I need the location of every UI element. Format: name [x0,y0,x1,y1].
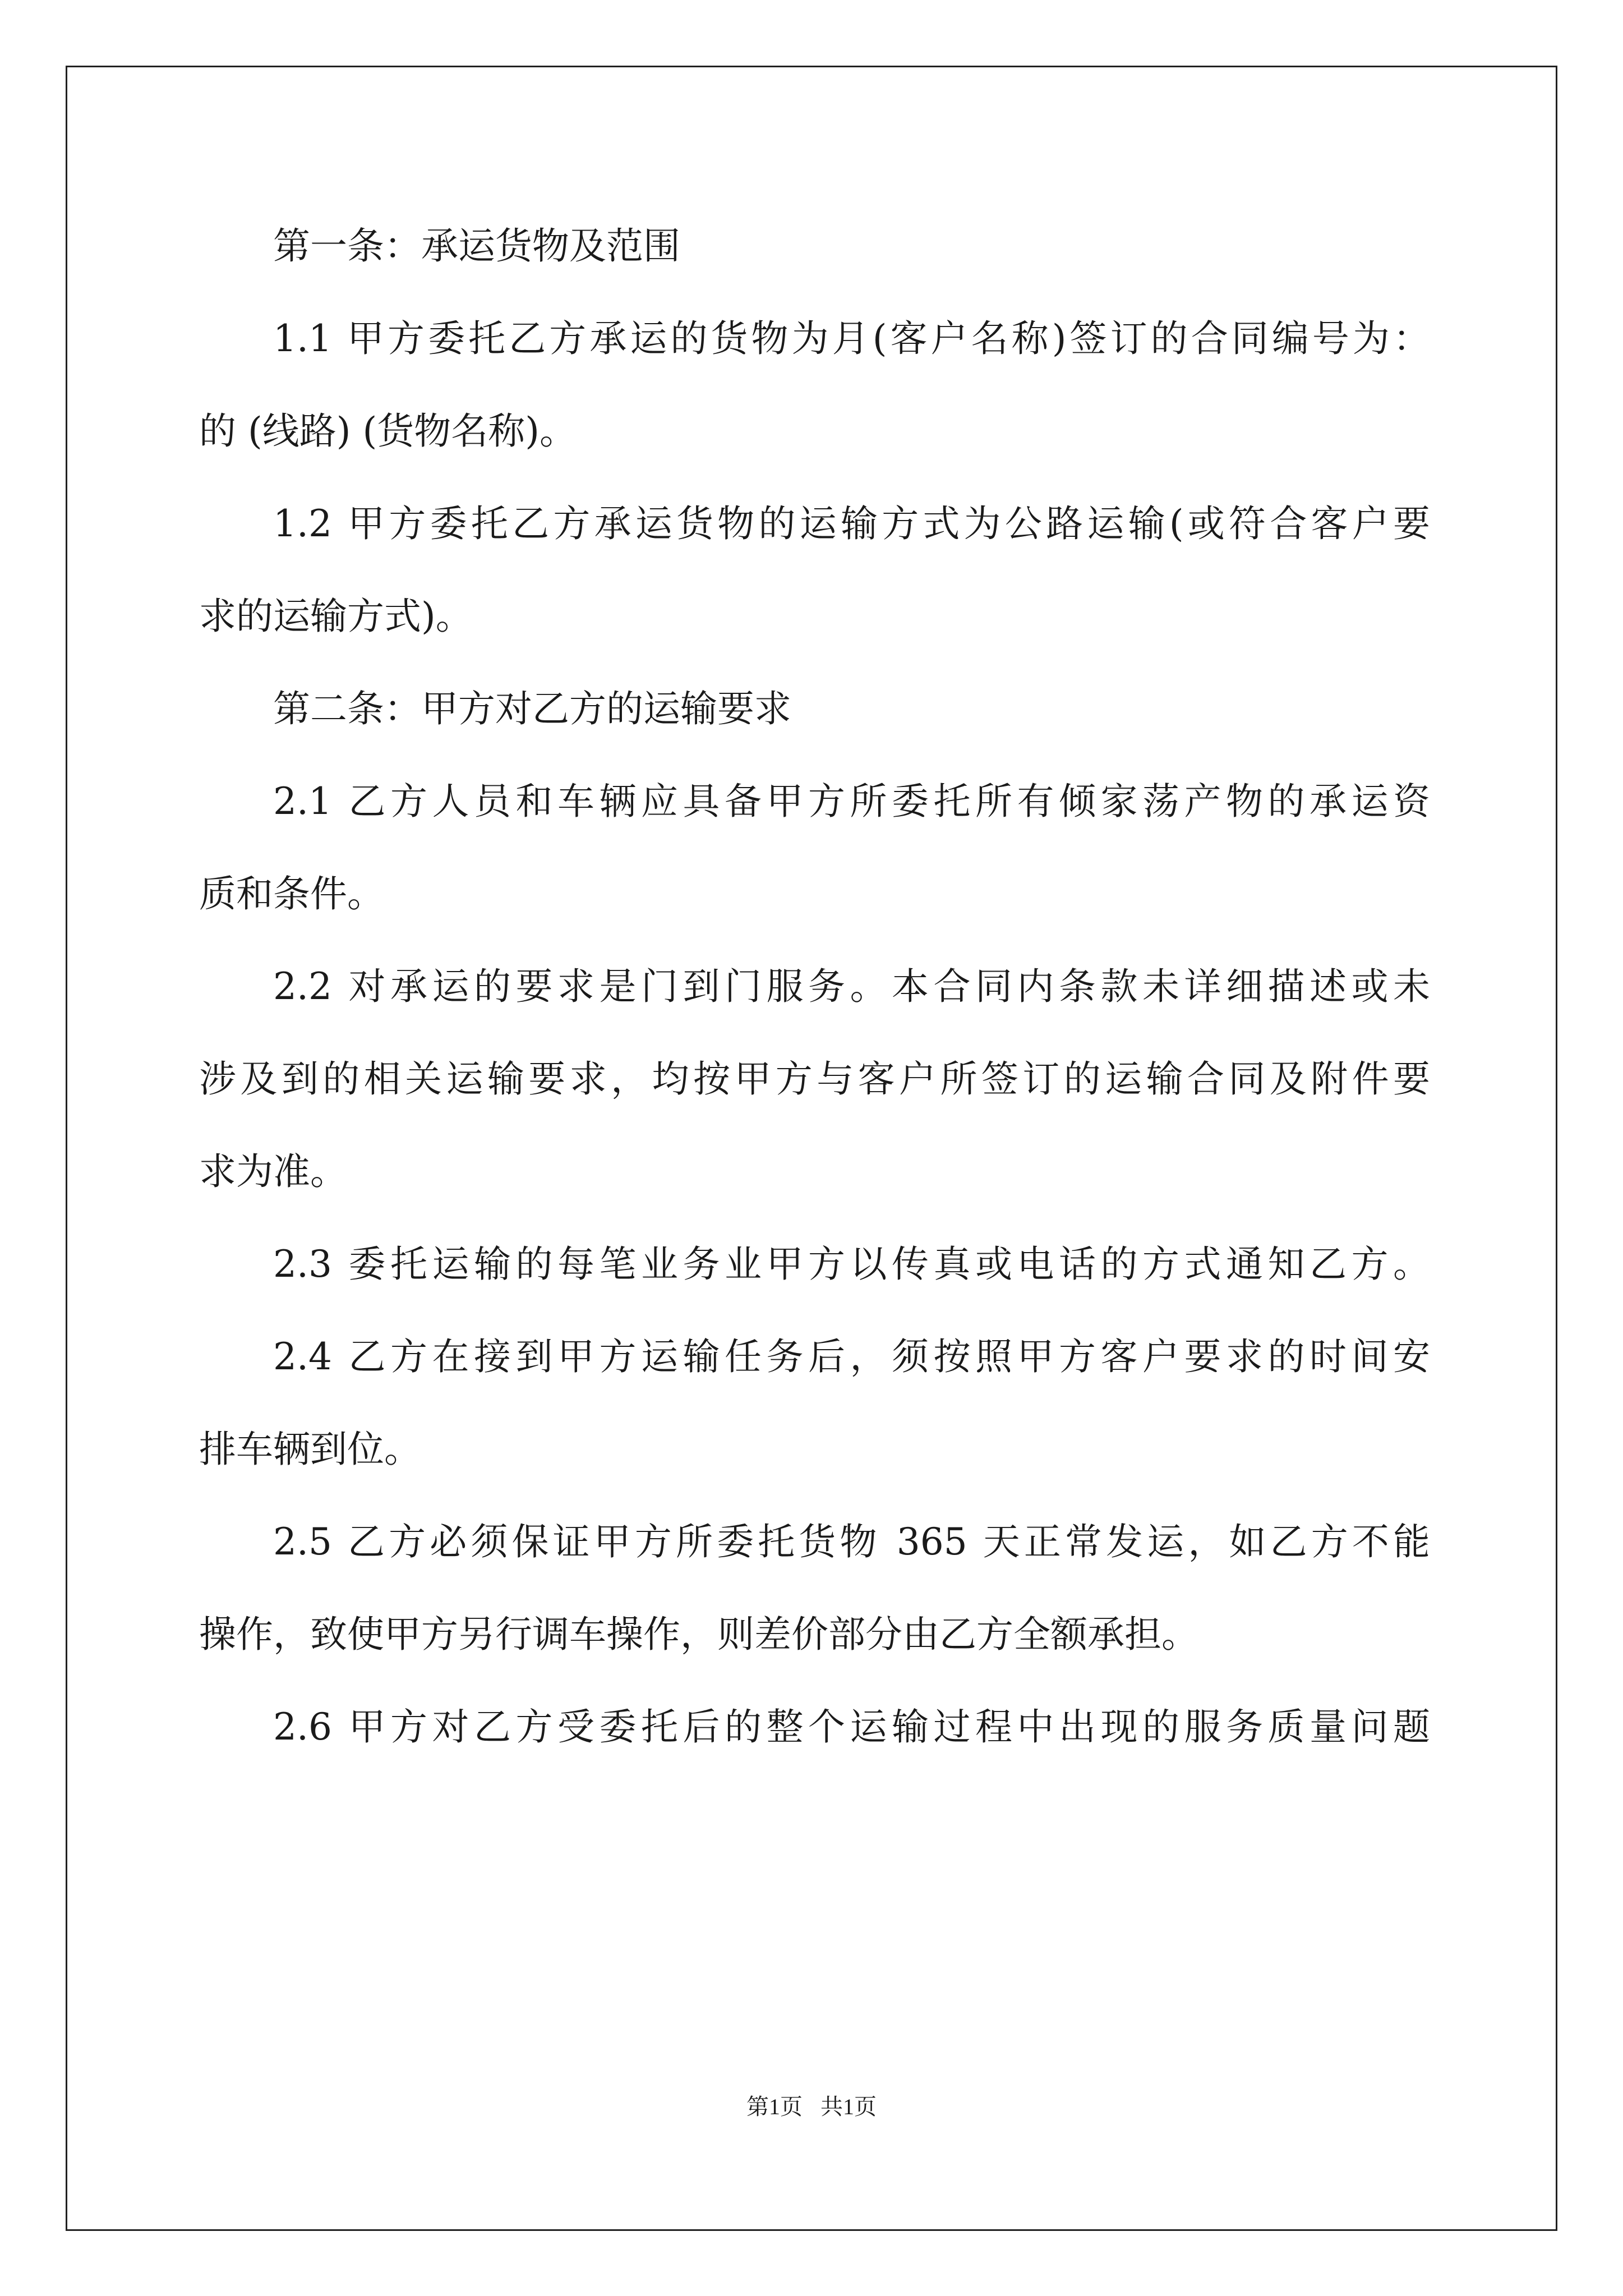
clause-2-1-line-1: 2.1 乙方人员和车辆应具备甲方所委托所有倾家荡产物的承运资 [273,780,1430,823]
clause-2-5-line-1: 2.5 乙方必须保证甲方所委托货物 365 天正常发运，如乙方不能 [273,1520,1430,1563]
clause-2-4-line-1: 2.4 乙方在接到甲方运输任务后，须按照甲方客户要求的时间安 [273,1335,1430,1378]
clause-2-2-line-1: 2.2 对承运的要求是门到门服务。本合同内条款未详细描述或未 [273,965,1430,1008]
clause-2-1-line-2: 质和条件。 [199,872,384,915]
page-footer [0,2089,1623,2121]
page-number: 第1页 [746,2094,803,2119]
clause-1-1-line-2: 的 (线路) (货物名称)。 [199,409,577,453]
clause-2-3-line-1: 2.3 委托运输的每笔业务业甲方以传真或电话的方式通知乙方。 [273,1243,1430,1286]
clause-2-4-line-2: 排车辆到位。 [199,1428,421,1471]
clause-2-2-line-2: 涉及到的相关运输要求，均按甲方与客户所签订的运输合同及附件要 [199,1057,1430,1101]
clause-1-2-line-2: 求的运输方式)。 [199,595,473,638]
article-2-heading: 第二条：甲方对乙方的运输要求 [273,687,791,730]
clause-2-6-line-1: 2.6 甲方对乙方受委托后的整个运输过程中出现的服务质量问题 [273,1705,1430,1749]
clause-2-2-line-3: 求为准。 [199,1150,347,1193]
clause-2-5-line-2: 操作，致使甲方另行调车操作，则差价部分由乙方全额承担。 [199,1613,1198,1656]
page-total: 共1页 [820,2094,877,2119]
clause-1-2-line-1: 1.2 甲方委托乙方承运货物的运输方式为公路运输(或符合客户要 [273,502,1430,545]
clause-1-1-line-1: 1.1 甲方委托乙方承运的货物为月(客户名称)签订的合同编号为： [273,317,1430,360]
article-1-heading: 第一条：承运货物及范围 [273,224,680,268]
